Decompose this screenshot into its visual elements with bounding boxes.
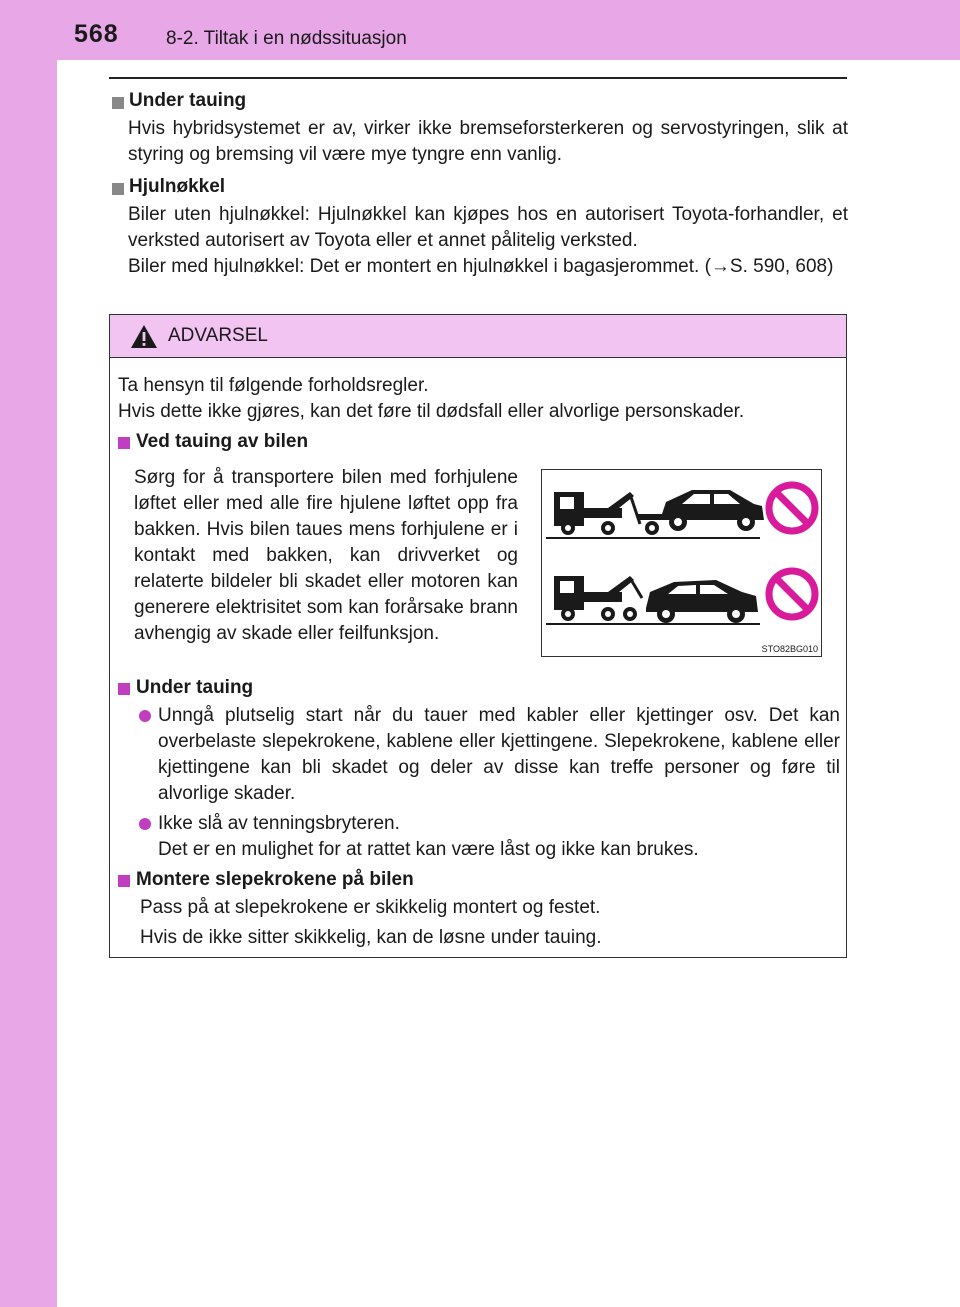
main-content bbox=[110, 88, 848, 286]
prohibited-icon bbox=[769, 571, 815, 617]
hooks-text: Pass på at slepekrokene er skikkelig montert og festet. bbox=[140, 897, 601, 918]
tow-truck-prohibited-illustration bbox=[542, 470, 821, 656]
paragraph-wheel-wrench-without: Biler uten hjulnøkkel: Hjulnøkkel kan kjøpes hos en autorisert Toyota-forhandler, et verksted autorisert av Toyota eller et annet pålitelig verksted. bbox=[128, 204, 848, 251]
warning-header bbox=[110, 315, 846, 358]
warning-body bbox=[118, 373, 840, 457]
round-bullet-icon bbox=[139, 710, 151, 722]
page-number: 568 bbox=[74, 20, 119, 48]
heading-under-towing: Under tauing bbox=[110, 88, 848, 114]
square-bullet-icon bbox=[118, 875, 130, 887]
suv-car-icon bbox=[646, 580, 758, 623]
section-title: 8-2. Tiltak i en nødssituasjon bbox=[166, 28, 407, 49]
warning-box bbox=[109, 314, 847, 958]
bullet-ignition-detail: Det er en mulighet for at rattet kan være låst og ikke kan brukes. bbox=[158, 839, 699, 860]
paragraph-wheel-wrench-with: Biler med hjulnøkkel: Det er montert en hjulnøkkel i bagasjerommet. (→S. 590, 608) bbox=[128, 256, 834, 277]
suv-car-icon bbox=[660, 490, 764, 531]
prohibited-icon bbox=[769, 485, 815, 531]
heading-towing-vehicle: Ved tauing av bilen bbox=[118, 429, 840, 455]
towing-text: Sørg for å transportere bilen med forhjulene løftet eller med alle fire hjulene løftet opp fra bakken. Hvis bilen taues mens forhjulene er i kontakt med bakken, kan drivverket og relaterte bildeler bli skadet eller motoren kan generere elektrisitet som kan forårsake brann avhengig av skade eller feilfunksjon. bbox=[134, 467, 518, 644]
illustration-code: STO82BG010 bbox=[761, 644, 818, 654]
bullet-ignition: Ikke slå av tenningsbryteren. bbox=[118, 811, 840, 837]
warning-intro-2: Hvis dette ikke gjøres, kan det føre til dødsfall eller alvorlige personskader. bbox=[118, 401, 745, 422]
warning-triangle-icon bbox=[130, 324, 158, 349]
heading-wheel-wrench: Hjulnøkkel bbox=[110, 174, 848, 200]
header-rule bbox=[109, 77, 847, 79]
round-bullet-icon bbox=[139, 818, 151, 830]
side-color-band bbox=[0, 0, 57, 1307]
square-bullet-icon bbox=[112, 183, 124, 195]
square-bullet-icon bbox=[118, 437, 130, 449]
warning-body-lower bbox=[118, 671, 840, 955]
tow-truck-icon bbox=[554, 576, 642, 621]
square-bullet-icon bbox=[112, 97, 124, 109]
tow-truck-icon bbox=[554, 492, 674, 535]
hooks-text-2: Hvis de ikke sitter skikkelig, kan de løsne under tauing. bbox=[140, 927, 602, 948]
warning-title: ADVARSEL bbox=[168, 325, 268, 346]
paragraph-under-towing: Hvis hybridsystemet er av, virker ikke bremseforsterkeren og servostyringen, slik at styring og bremsing vil være mye tyngre enn vanlig. bbox=[128, 118, 848, 165]
bullet-sudden-start: Unngå plutselig start når du tauer med kabler eller kjettinger osv. Det kan overbelaste slepekrokene, kablene eller kjettingene. Slepekrokene, kablene eller kjettingene kan bli skadet og deler av disse kan treffe personer og føre til alvorlige skader. bbox=[118, 703, 840, 807]
warning-intro: Ta hensyn til følgende forholdsregler. bbox=[118, 375, 429, 396]
towing-illustration bbox=[541, 469, 822, 657]
header-band bbox=[0, 0, 960, 60]
heading-during-towing: Under tauing bbox=[118, 675, 840, 701]
square-bullet-icon bbox=[118, 683, 130, 695]
heading-mount-hooks: Montere slepekrokene på bilen bbox=[118, 867, 840, 893]
